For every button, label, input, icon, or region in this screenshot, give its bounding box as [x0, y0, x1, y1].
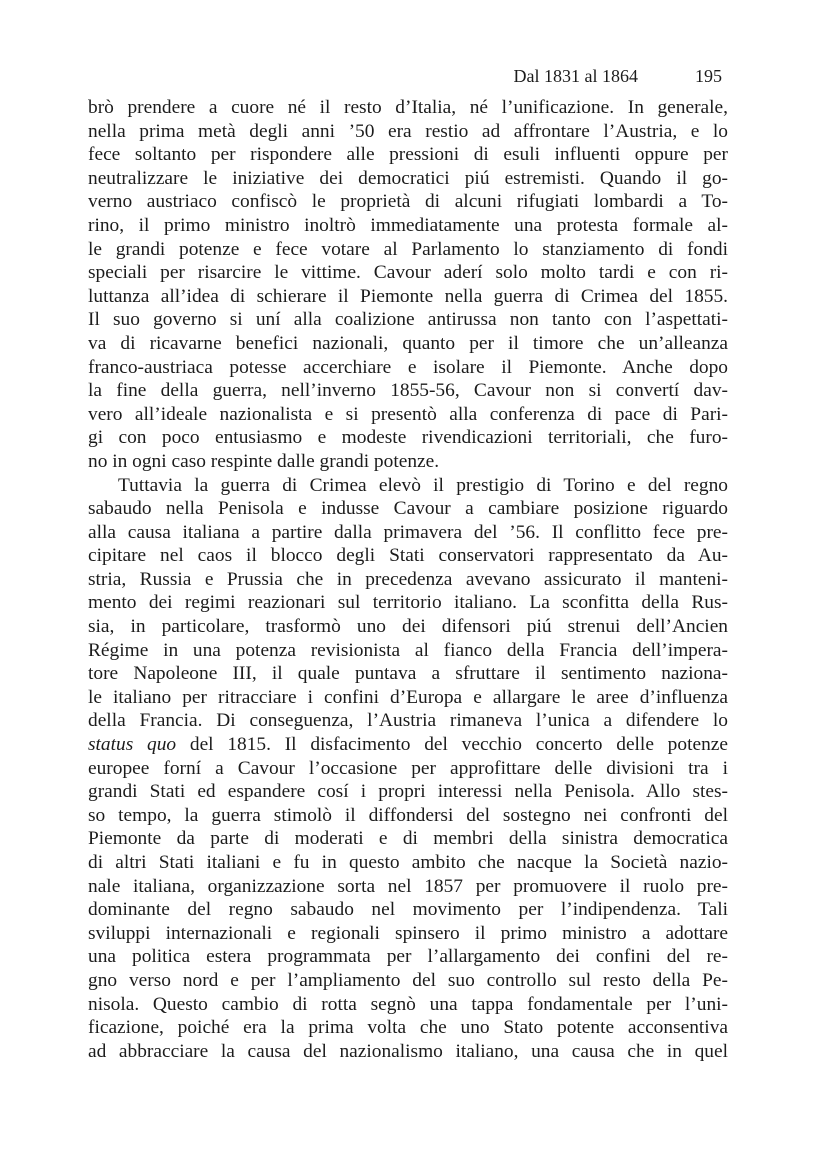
text-line-40: ficazione, poiché era la prima volta che uno Stato potente acconsentiva	[88, 1017, 728, 1039]
text-line-14: vero all’ideale nazionalista e si presentò alla conferenza di pace di Pari-	[88, 403, 728, 425]
page-number: 195	[695, 66, 722, 86]
text-line-23: sia, in particolare, trasformò uno dei difensori piú strenui dell’Ancien	[88, 616, 728, 638]
text-line-2: nella prima metà degli anni ’50 era restio ad affrontare l’Austria, e lo	[88, 120, 728, 142]
text-line-21: stria, Russia e Prussia che in precedenza avevano assicurato il manteni-	[88, 568, 728, 590]
text-line-41: ad abbracciare la causa del nazionalismo italiano, una causa che in quel	[88, 1040, 728, 1062]
text-line-13: la fine della guerra, nell’inverno 1855-56, Cavour non si convertí dav-	[88, 380, 728, 402]
text-line-39: nisola. Questo cambio di rotta segnò una tappa fondamentale per l’uni-	[88, 993, 728, 1015]
text-line-25: tore Napoleone III, il quale puntava a sfruttare il sentimento naziona-	[88, 663, 728, 685]
text-line-38: gno verso nord e per l’ampliamento del suo controllo sul resto della Pe-	[88, 969, 728, 991]
paragraph-2	[88, 474, 728, 1064]
text-line-6: rino, il primo ministro inoltrò immediatamente una protesta formale al-	[88, 214, 728, 236]
text-line-10: Il suo governo si uní alla coalizione antirussa non tanto con l’aspettati-	[88, 309, 728, 331]
text-line-33: di altri Stati italiani e fu in questo ambito che nacque la Società nazio-	[88, 852, 728, 873]
text-line-35: dominante del regno sabaudo nel movimento per l’indipendenza. Tali	[88, 899, 728, 921]
text-line-29: europee forní a Cavour l’occasione per approfittare delle divisioni tra i	[88, 757, 728, 779]
running-header	[88, 64, 722, 88]
text-line-34: nale italiana, organizzazione sorta nel 1857 per promuovere il ruolo pre-	[88, 875, 728, 897]
paragraph-1	[88, 96, 728, 474]
text-line-30: grandi Stati ed espandere cosí i propri interessi nella Penisola. Allo stes-	[88, 781, 728, 803]
text-line-7: le grandi potenze e fece votare al Parlamento lo stanziamento di fondi	[88, 238, 728, 260]
text-line-16: no in ogni caso respinte dalle grandi potenze.	[88, 450, 440, 472]
text-line-15: gi con poco entusiasmo e modeste rivendicazioni territoriali, che furo-	[88, 427, 728, 449]
text-line-37: una politica estera programmata per l’allargamento dei confini del re-	[88, 946, 728, 968]
text-line-28	[88, 733, 728, 757]
text-line-31: so tempo, la guerra stimolò il diffondersi del sostegno nei confronti del	[88, 804, 728, 826]
text-line-27: della Francia. Di conseguenza, l’Austria rimaneva l’unica a difendere lo	[88, 710, 728, 732]
text-line-28-rest: del 1815. Il disfacimento del vecchio concerto delle potenze	[189, 734, 728, 756]
text-line-8: speciali per risarcire le vittime. Cavour aderí solo molto tardi e con ri-	[88, 262, 728, 284]
text-line-20: cipitare nel caos il blocco degli Stati conservatori rappresentato da Au-	[88, 545, 728, 567]
italic-phrase: status quo	[88, 734, 177, 756]
text-line-26: le italiano per ritracciare i confini d’Europa e allargare le aree d’influenza	[88, 686, 728, 708]
text-line-24: Régime in una potenza revisionista al fianco della Francia dell’impera-	[88, 639, 728, 661]
text-line-36: sviluppi internazionali e regionali spinsero il primo ministro a adottare	[88, 922, 728, 944]
text-line-17: Tuttavia la guerra di Crimea elevò il prestigio di Torino e del regno	[118, 474, 728, 496]
text-line-9: luttanza all’idea di schierare il Piemonte nella guerra di Crimea del 1855.	[88, 285, 728, 307]
text-line-3: fece soltanto per rispondere alle pressioni di esuli influenti oppure per	[88, 144, 728, 166]
text-line-5: verno austriaco confiscò le proprietà di alcuni rifugiati lombardi a To-	[88, 191, 728, 213]
text-line-32: Piemonte da parte di moderati e di membri della sinistra democratica	[88, 828, 728, 850]
text-line-1: brò prendere a cuore né il resto d’Italia, né l’unificazione. In generale,	[88, 97, 728, 118]
text-line-11: va di ricavarne benefici nazionali, quanto per il timore che un’alleanza	[88, 332, 728, 354]
text-line-19: alla causa italiana a partire dalla primavera del ’56. Il conflitto fece pre-	[88, 521, 728, 543]
text-line-4: neutralizzare le iniziative dei democratici piú estremisti. Quando il go-	[88, 167, 728, 189]
body-text	[88, 96, 728, 1063]
running-title: Dal 1831 al 1864	[513, 66, 638, 86]
text-line-12: franco-austriaca potesse accerchiare e isolare il Piemonte. Anche dopo	[88, 356, 728, 378]
text-line-22: mento dei regimi reazionari sul territorio italiano. La sconfitta della Rus-	[88, 592, 728, 614]
text-line-18: sabaudo nella Penisola e indusse Cavour a cambiare posizione riguardo	[88, 498, 728, 520]
